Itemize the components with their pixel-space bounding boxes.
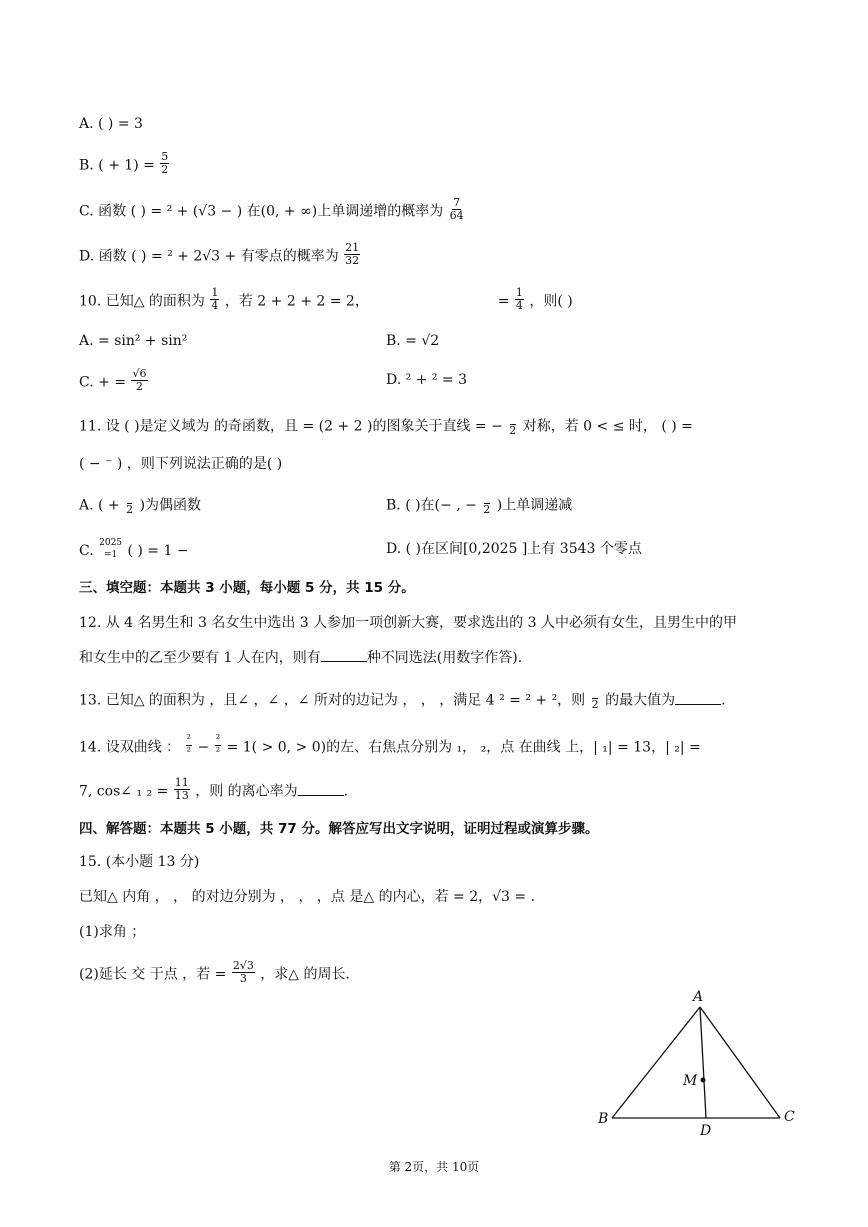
q11-option-a <box>79 493 201 518</box>
sum-top: 2025 <box>99 538 123 548</box>
q11-line-1 <box>79 414 693 439</box>
q11-option-a-fraction <box>125 491 134 516</box>
frac-den: ² <box>215 745 221 758</box>
label-b: B <box>598 1111 609 1127</box>
q11-option-a-text: )为偶函数 <box>139 497 202 514</box>
q14-line-1: 14. 设双曲线 ： $\frac{\text{²}}{\text{²}}$ − $\frac{\text{²}}{\text{²}}$ = 1( > 0, > 0)的左、右焦点分别为 ₁， ₂，点 在曲线 上，| ₁| = 13，| ₂| = <box>79 732 701 758</box>
q11-text: 11. 设 ( )是定义域为 的奇函数，且 = (2 + 2 )的图象关于直线 = − <box>79 418 503 435</box>
frac-den: 4 <box>211 299 219 312</box>
label-c: C <box>784 1109 795 1125</box>
q15-text: (2)延长 交 于点 ，若 = <box>79 966 227 983</box>
page-footer: 第 2页，共 10页 <box>388 1160 480 1174</box>
q11-fraction <box>508 412 517 437</box>
q11-text: 对称，若 0 < ≤ 时， ( ) = <box>522 418 693 435</box>
frac-den: 2 <box>483 503 491 516</box>
q14-fraction-3 <box>174 777 190 802</box>
q11-option-b-text: )上单调递减 <box>496 497 573 514</box>
q12-line-1: 12. 从 4 名男生和 3 名女生中选出 3 人参加一项创新大赛，要求选出的 3 人中必须有女生，且男生中的甲 <box>79 615 737 631</box>
label-m: M <box>683 1073 698 1089</box>
q10-stem <box>79 286 573 314</box>
q15-stem: 已知△ 内角 ， ， 的对边分别为 ， ， ，点 是△ 的内心，若 = 2，√3 = . <box>79 889 536 905</box>
q9-option-a: A. ( ) = 3 <box>79 116 143 132</box>
frac-den: 4 <box>515 299 523 312</box>
frac-num: ² <box>186 732 192 745</box>
q11-option-c <box>79 539 189 563</box>
q13-fraction <box>591 686 600 711</box>
q14-fraction-2 <box>215 733 221 758</box>
answer-blank <box>298 782 344 796</box>
frac-den: 2 <box>161 163 169 176</box>
sum-bottom: =1 <box>103 550 118 560</box>
q10-fraction-1 <box>210 287 219 312</box>
q9-option-c-text: C. 函数 ( ) = ² + (√3 − ) 在(0, + ∞)上单调递增的概率为 <box>79 203 444 220</box>
q10-stem-part: = <box>497 293 510 310</box>
q9-option-b <box>79 150 170 178</box>
q11-line-2: ( − ⁻ ) ，则下列说法正确的是( ) <box>79 456 283 472</box>
q11-option-b <box>386 493 572 518</box>
q10-option-a: A. = sin² + sin² <box>79 333 188 349</box>
answer-blank <box>675 691 721 705</box>
q10-option-d: D. ² + ² = 3 <box>386 372 468 388</box>
triangle-figure <box>590 985 805 1135</box>
q12-text: 和女生中的乙至少要有 1 人在内，则有 <box>79 650 321 666</box>
side-ab <box>612 1007 700 1118</box>
frac-den: 2 <box>126 503 134 516</box>
q9-option-c-fraction <box>449 197 465 222</box>
frac-den: ² <box>186 745 192 758</box>
q13-line <box>79 688 726 713</box>
frac-den: 3 <box>239 972 247 985</box>
q12-line-2 <box>79 648 522 668</box>
frac-num: 1 <box>515 286 523 299</box>
frac-den: 2 <box>591 698 599 711</box>
frac-num: 21 <box>345 241 360 254</box>
frac-den: 2 <box>509 424 517 437</box>
q11-option-a-text: A. ( + <box>79 497 120 514</box>
q9-option-d-fraction <box>344 242 360 267</box>
q9-option-b-fraction <box>160 151 169 176</box>
q15-part-1: (1)求角 ； <box>79 924 146 940</box>
q10-stem-part: 10. 已知△ 的面积为 <box>79 293 205 310</box>
q14-text: . <box>343 783 349 800</box>
q9-option-d <box>79 241 361 269</box>
q11-option-b-text: B. ( )在(− , − <box>386 497 477 514</box>
point-m <box>701 1078 706 1083</box>
frac-num: 5 <box>161 150 169 163</box>
q10-option-b: B. = √2 <box>386 333 440 349</box>
q11-option-b-fraction <box>482 491 491 516</box>
segment-ad <box>700 1007 706 1118</box>
frac-num: 2√3 <box>232 959 254 972</box>
frac-den: 13 <box>174 789 189 802</box>
q13-text: 的最大值为 <box>605 692 676 709</box>
q11-option-c-sum <box>99 537 122 561</box>
label-a: A <box>693 989 704 1005</box>
frac-num: 7 <box>453 196 461 209</box>
section-4-heading: 四、解答题：本题共 5 小题，共 77 分。解答应写出文字说明，证明过程或演算步骤。 <box>79 821 599 837</box>
frac-num: 1 <box>211 286 219 299</box>
q14-text: 14. 设双曲线 ： <box>79 739 181 756</box>
q11-option-c-label: C. <box>79 543 94 559</box>
q15-title: 15. (本小题 13 分) <box>79 854 200 870</box>
q10-stem-part: ，若 2 + 2 + 2 = 2， <box>224 293 369 310</box>
q10-stem-part: ，则( ) <box>529 293 573 310</box>
q9-option-b-text: B. ( + 1) = <box>79 157 155 174</box>
q10-fraction-2 <box>515 287 524 312</box>
frac-den: 2 <box>135 380 143 393</box>
frac-num: √6 <box>132 367 147 380</box>
q11-option-d: D. ( )在区间[0,2025 ]上有 3543 个零点 <box>386 541 642 557</box>
q15-fraction <box>232 960 255 985</box>
frac-num: ² <box>215 732 221 745</box>
q15-part-2 <box>79 959 350 987</box>
q10-option-c-fraction <box>131 368 147 393</box>
side-ac <box>700 1007 780 1118</box>
q10-option-c-text: C. + = <box>79 374 127 391</box>
label-d: D <box>700 1123 712 1135</box>
q9-option-d-text: D. 函数 ( ) = ² + 2√3 + 有零点的概率为 <box>79 248 339 265</box>
frac-den: 32 <box>345 254 360 267</box>
q14-text: = 1( > 0, > 0)的左、右焦点分别为 ₁， ₂，点 在曲线 上，| ₁| = 13，| ₂| = <box>226 739 701 756</box>
answer-blank <box>321 648 367 662</box>
q13-text: . <box>721 692 726 709</box>
frac-num: 11 <box>174 776 189 789</box>
q13-text: 13. 已知△ 的面积为 ，且∠ ，∠ ，∠ 所对的边记为 ， ， ，满足 4 ² = ² + ²，则 <box>79 692 586 709</box>
q14-text: ，则 的离心率为 <box>195 783 298 800</box>
q14-text: 7, cos∠ ₁ ₂ = <box>79 783 169 800</box>
q11-option-c-text: ( ) = 1 − <box>127 543 189 559</box>
q12-text: 种不同选法(用数字作答). <box>366 650 523 666</box>
q15-text: ，求△ 的周长. <box>260 966 350 983</box>
q14-fraction-1 <box>186 733 192 758</box>
q10-option-c <box>79 367 149 395</box>
frac-den: 64 <box>449 209 464 222</box>
section-3-heading: 三、填空题：本题共 3 小题，每小题 5 分，共 15 分。 <box>79 580 415 596</box>
q14-line-2 <box>79 776 349 804</box>
q9-option-c <box>79 196 466 224</box>
